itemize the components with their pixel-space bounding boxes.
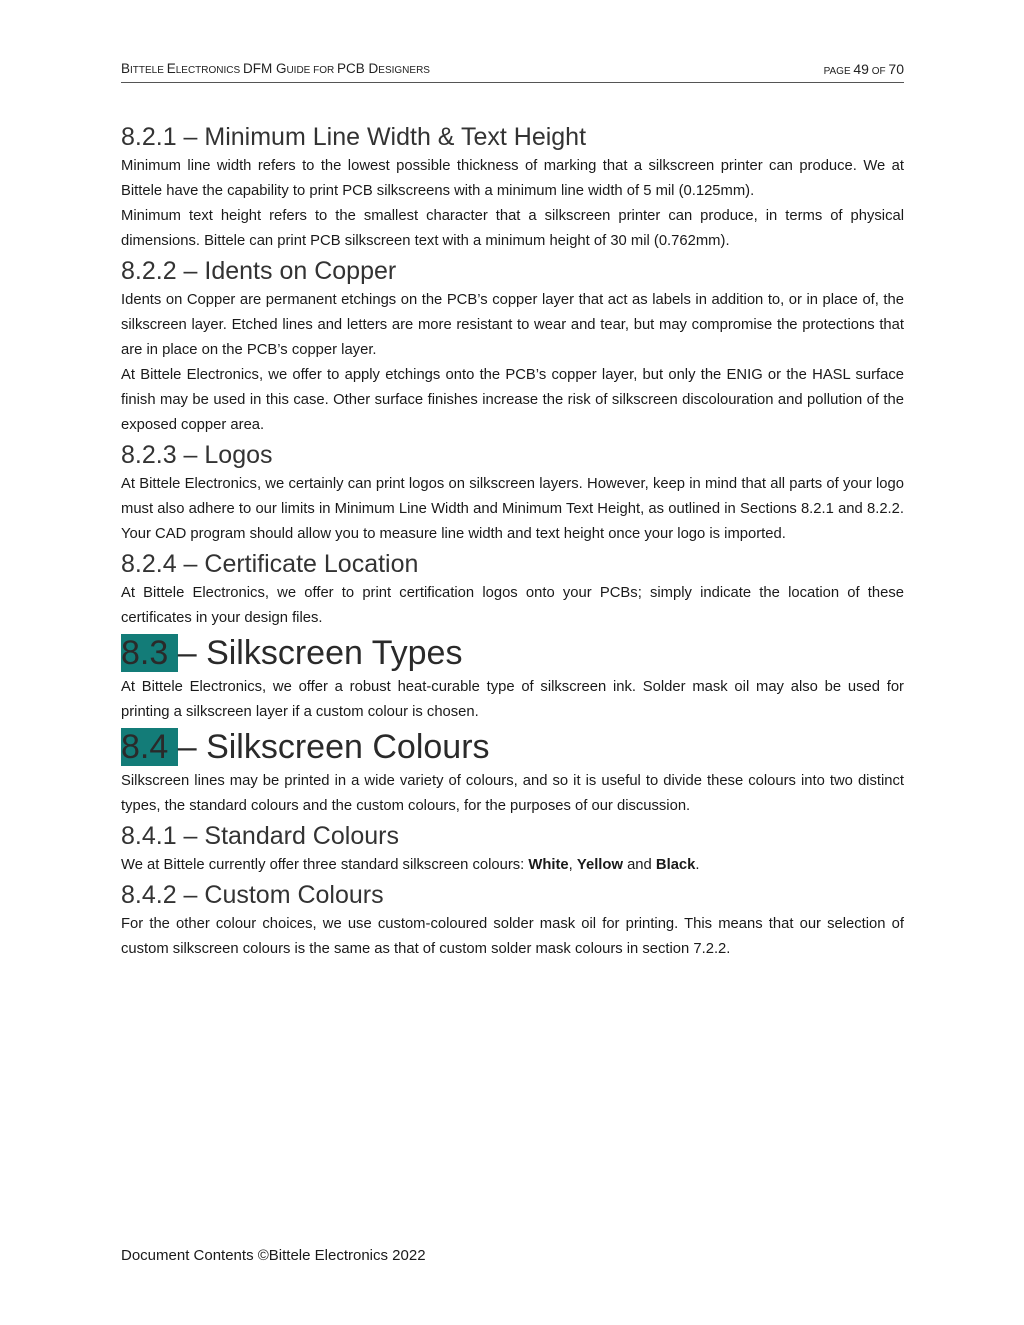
- heading-8-4: [121, 725, 904, 769]
- paragraph: At Bittele Electronics, we certainly can print logos on silkscreen layers. However, keep in mind that all parts of your logo must also adhere to our limits in Minimum Line Width and Minimum Text Height, as outlined in Sections 8.2.1 and 8.2.2. Your CAD program should allow you to measure line width and text height once your logo is imported.: [121, 476, 904, 542]
- heading-8-2-1: 8.2.1 – Minimum Line Width & Text Height: [121, 123, 587, 151]
- text-run: .: [695, 857, 700, 873]
- text-run: We at Bittele currently offer three standard silkscreen colours:: [121, 857, 529, 873]
- colour-black: Black: [655, 857, 696, 873]
- header-text-run: 49: [853, 61, 869, 77]
- heading-8-2-4: 8.2.4 – Certificate Location: [121, 550, 419, 578]
- header-text-run: ITTELE: [130, 65, 167, 76]
- header-text-run: ESIGNERS: [378, 65, 430, 76]
- header-text-run: E: [166, 61, 176, 76]
- paragraph: At Bittele Electronics, we offer a robust heat-curable type of silkscreen ink. Solder mask oil may also be used for printing a silkscreen layer if a custom colour is chosen.: [121, 679, 904, 720]
- text-run: and: [622, 857, 656, 873]
- paragraph: For the other colour choices, we use custom-coloured solder mask oil for printing. This means that our selection of custom silkscreen colours is the same as that of custom solder mask colours in section 7.2.2.: [121, 916, 904, 957]
- colour-white: White: [528, 857, 569, 873]
- header-text-run: OF: [868, 66, 889, 77]
- heading-8-2-3: 8.2.3 – Logos: [121, 441, 273, 469]
- heading-8-3: [121, 631, 904, 675]
- header-text-run: LECTRONICS: [175, 65, 243, 76]
- paragraph: At Bittele Electronics, we offer to apply etchings onto the PCB’s copper layer, but only the ENIG or the HASL surface finish may be used in this case. Other surface finishes increase the risk of silkscreen discolouration and pollution of the exposed copper area.: [121, 367, 904, 433]
- section-title: – Silkscreen Types: [177, 634, 463, 672]
- section-title: – Silkscreen Colours: [177, 728, 490, 766]
- colour-yellow: Yellow: [576, 857, 623, 873]
- header-title: [121, 60, 430, 81]
- header-text-run: UIDE FOR: [286, 65, 338, 76]
- header-text-run: B: [121, 61, 131, 76]
- page-header: [121, 60, 904, 83]
- header-page-number: [824, 60, 904, 81]
- paragraph: Idents on Copper are permanent etchings on the PCB’s copper layer that act as labels in addition to, or in place of, the silkscreen layer. Etched lines and letters are more resistant to wear and tear, but may compromise the protections that are in place on the PCB’s copper layer.: [121, 292, 904, 358]
- heading-8-4-1: 8.4.1 – Standard Colours: [121, 822, 399, 850]
- header-text-run: DFM G: [242, 61, 287, 76]
- heading-8-2-2: 8.2.2 – Idents on Copper: [121, 257, 397, 285]
- header-text-run: 70: [888, 61, 904, 77]
- paragraph: Minimum line width refers to the lowest possible thickness of marking that a silkscreen printer can produce. We at Bittele have the capability to print PCB silkscreens with a minimum line width of 5 mil (0.125mm).: [121, 158, 904, 199]
- paragraph: At Bittele Electronics, we offer to print certification logos onto your PCBs; simply indicate the location of these certificates in your design files.: [121, 585, 904, 626]
- section-number-highlight: 8.4: [121, 728, 178, 766]
- heading-8-4-2: 8.4.2 – Custom Colours: [121, 881, 384, 909]
- paragraph: Minimum text height refers to the smallest character that a silkscreen printer can produce, in terms of physical dimensions. Bittele can print PCB silkscreen text with a minimum height of 30 mil (0.762mm).: [121, 208, 904, 249]
- section-number-highlight: 8.3: [121, 634, 178, 672]
- header-text-run: PAGE: [823, 66, 854, 77]
- document-page: [121, 0, 904, 1325]
- page-content: [121, 120, 904, 962]
- page-footer: Document Contents ©Bittele Electronics 2022: [121, 1247, 426, 1264]
- text-run: ,: [568, 857, 577, 873]
- paragraph: [121, 853, 904, 878]
- paragraph: Silkscreen lines may be printed in a wide variety of colours, and so it is useful to divide these colours into two distinct types, the standard colours and the custom colours, for the purposes of our discussion.: [121, 773, 904, 814]
- header-text-run: PCB D: [337, 61, 379, 76]
